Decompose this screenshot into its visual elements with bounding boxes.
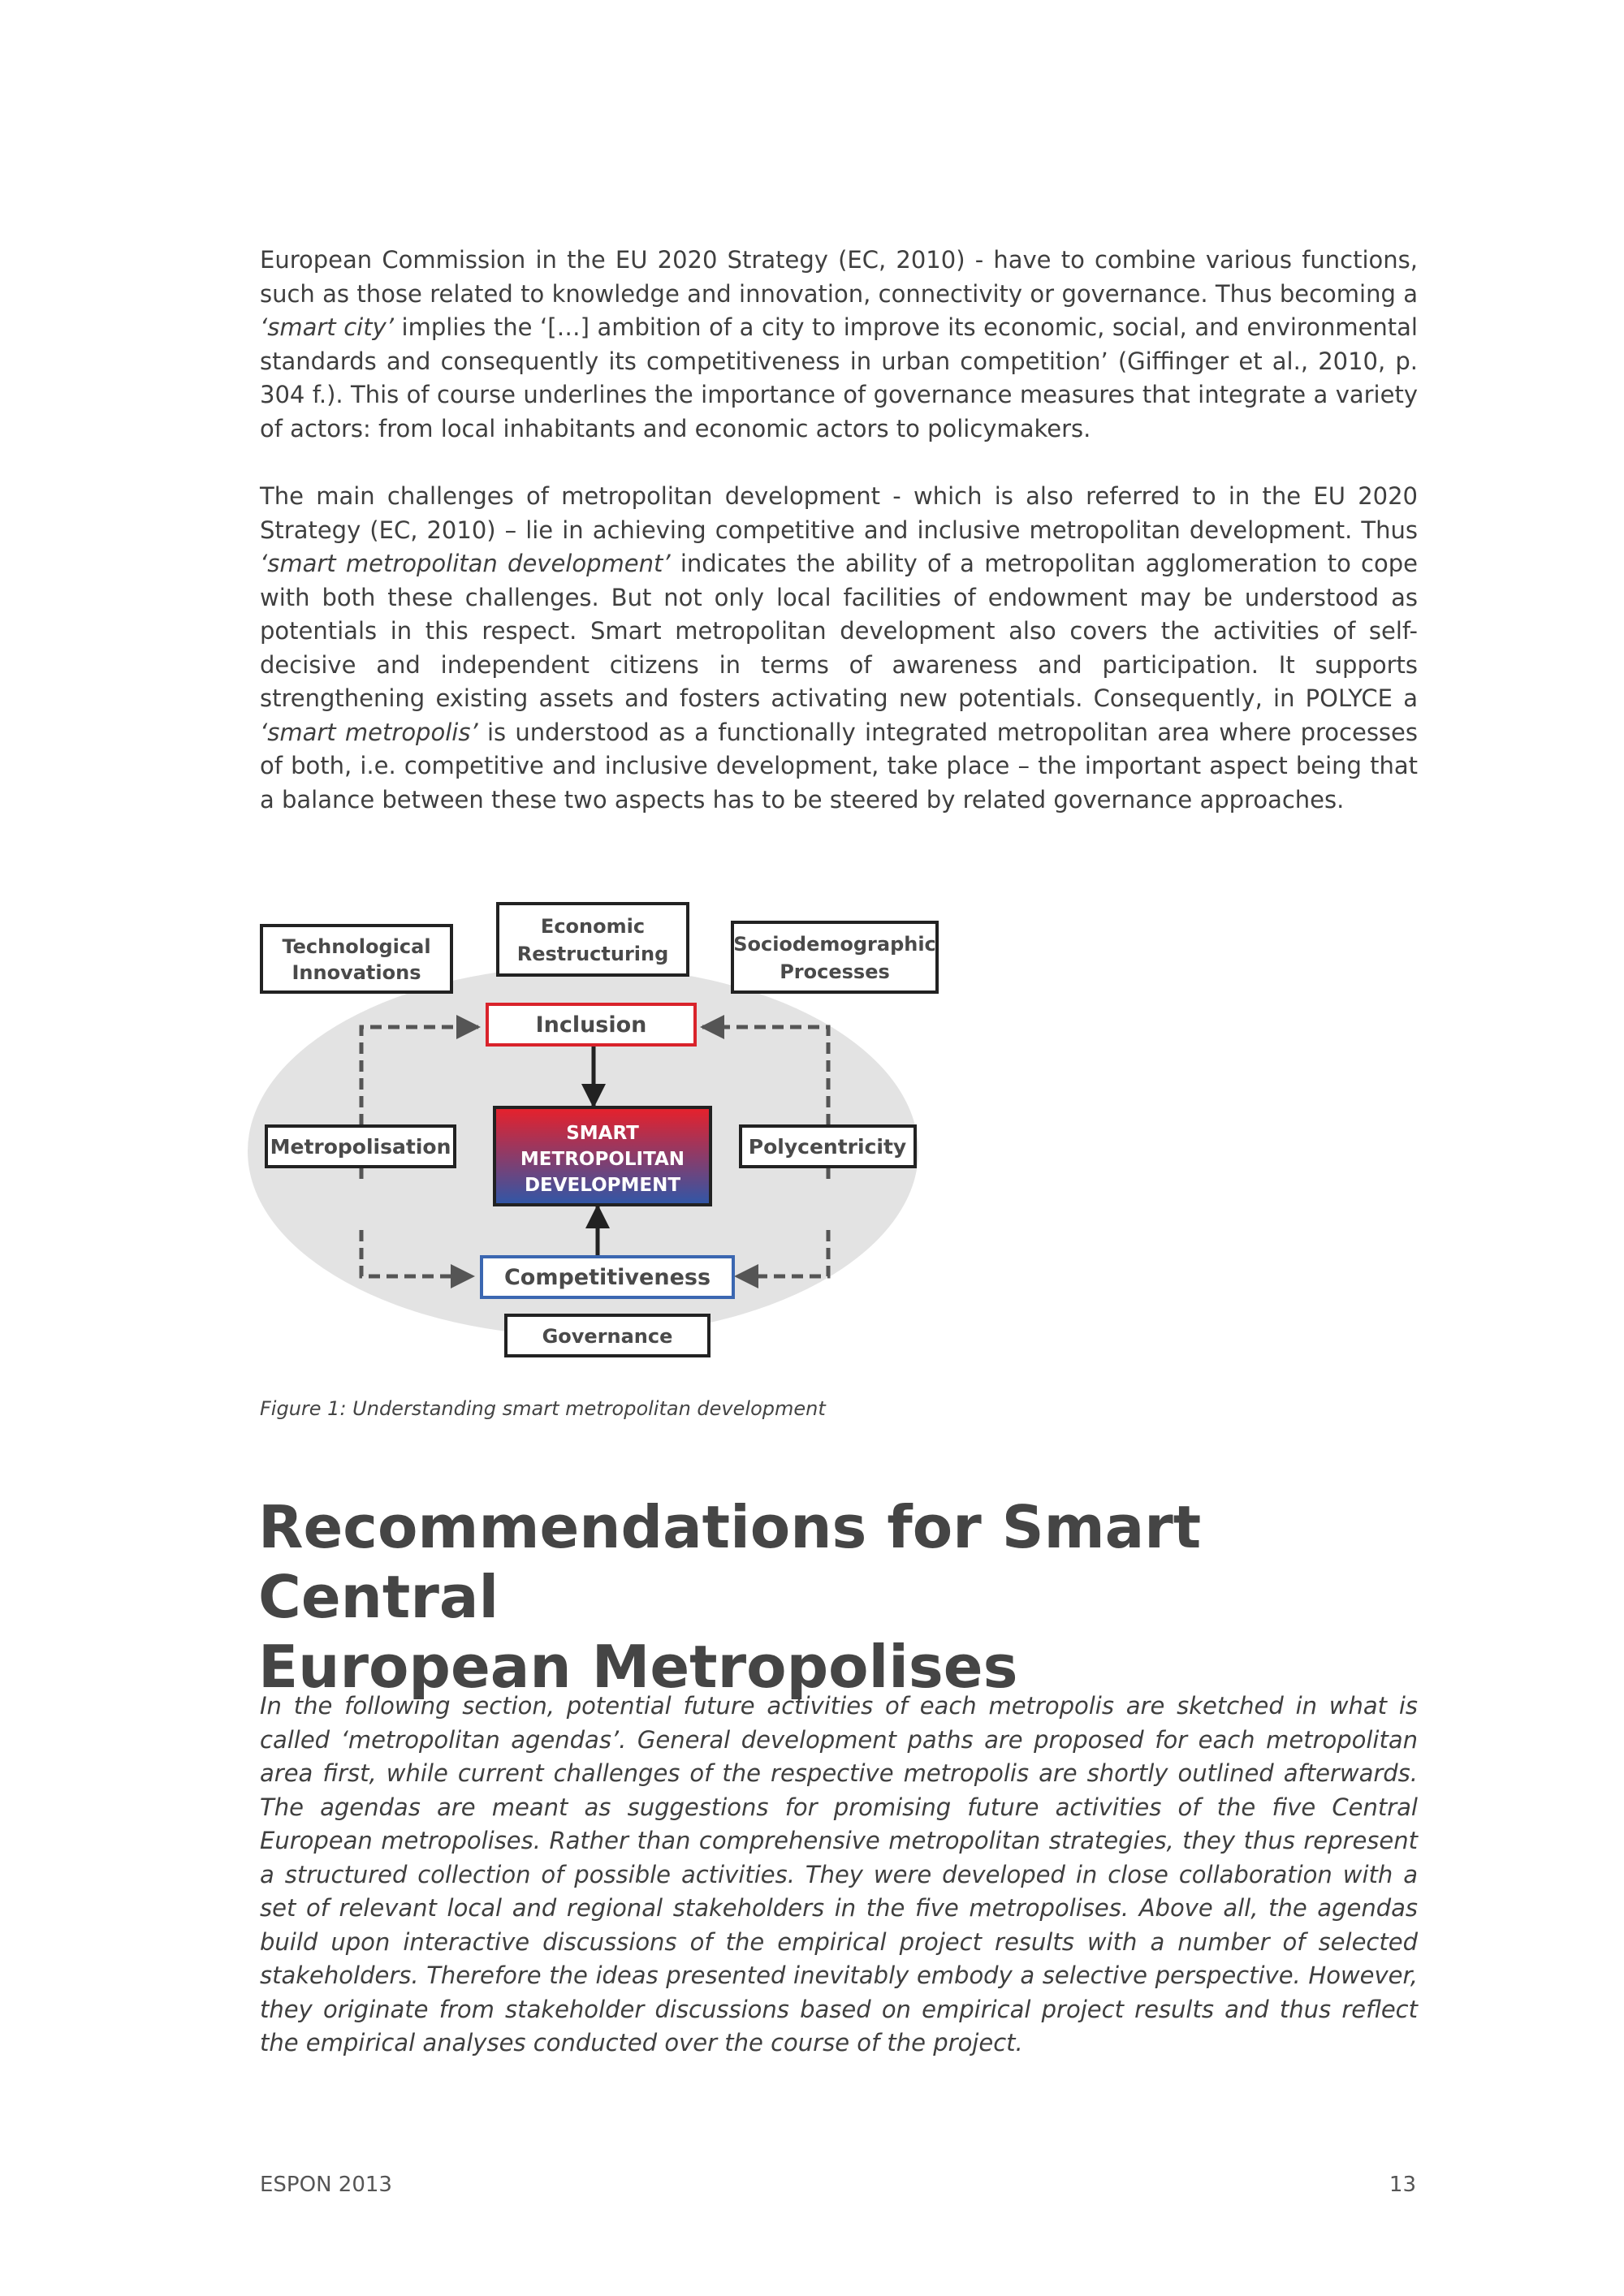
governance-label: Governance bbox=[542, 1325, 673, 1348]
technological-label-line2: Innovations bbox=[292, 961, 421, 984]
section-heading bbox=[258, 1492, 1419, 1702]
footer-publisher: ESPON 2013 bbox=[260, 2173, 392, 2197]
governance-box bbox=[506, 1315, 709, 1356]
paragraph-3: In the following section, potential future activities of each metropolis are sketched in what is called ‘metropolitan agendas’. General development paths are proposed for each metropolitan area first, while current challenges of the respective metropolis are shortly outlined afterwards. The agendas are meant as suggestions for promising future activities of the five Central European metropolises. Rather than comprehensive metropolitan strategies, they thus represent a structured collection of possible activities. They were developed in close collaboration with a set of relevant local and regional stakeholders in the five metropolises. Above all, the agendas build upon interactive discussions of the empirical project results with a number of selected stakeholders. Therefore the ideas presented inevitably embody a selective perspective. However, they originate from stakeholder discussions based on empirical project results and thus reflect the empirical analyses conducted over the course of the project. bbox=[260, 1692, 1418, 2056]
competitiveness-label: Competitiveness bbox=[503, 1265, 711, 1290]
paragraph-2: The main challenges of metropolitan development - which is also referred to in the EU 2020 Strategy (EC, 2010) – lie in achieving competitive and inclusive metropolitan development. Thus ‘smart metropolitan development’ indicates the ability of a metropolitan agglomeration to cope with both these challenges. But not only local facilities of endowment may be understood as potentials in this respect. Smart metropolitan development also covers the activities of self-decisive and independent citizens in terms of awareness and participation. It supports strengthening existing assets and fosters activating new potentials. Consequently, in POLYCE a ‘smart metropolis’ is understood as a functionally integrated metropolitan area where processes of both, i.e. competitive and inclusive development, take place – the important aspect being that a balance between these two aspects has to be steered by related governance approaches. bbox=[260, 482, 1418, 814]
inclusion-box bbox=[487, 1004, 695, 1045]
inclusion-label: Inclusion bbox=[535, 1012, 647, 1038]
metropolisation-box bbox=[266, 1126, 455, 1167]
sociodemographic-label-line1: Sociodemographic bbox=[733, 933, 936, 956]
metropolisation-label: Metropolisation bbox=[270, 1135, 451, 1159]
center-label-line3: DEVELOPMENT bbox=[524, 1175, 681, 1196]
polycentricity-box bbox=[741, 1126, 915, 1167]
center-label-line2: METROPOLITAN bbox=[520, 1149, 685, 1170]
economic-label-line1: Economic bbox=[540, 915, 646, 938]
economic-label-line2: Restructuring bbox=[516, 943, 669, 965]
figure-caption: Figure 1: Understanding smart metropolitan development bbox=[260, 1397, 826, 1420]
technological-innovations-box bbox=[261, 926, 451, 992]
technological-label-line1: Technological bbox=[282, 935, 431, 958]
paragraph-1: European Commission in the EU 2020 Strategy (EC, 2010) - have to combine various functions, such as those related to knowledge and innovation, connectivity or governance. Thus becoming a ‘smart city’ implies the ‘[…] ambition of a city to improve its economic, social, and environmental standards and consequently its competitiveness in urban competition’ (Giffinger et al., 2010, p. 304 f.). This of course underlines the importance of governance measures that integrate a variety of actors: from local inhabitants and economic actors to policymakers. bbox=[260, 246, 1418, 442]
smart-metropolitan-development-figure bbox=[248, 893, 962, 1372]
sociodemographic-processes-box bbox=[732, 922, 937, 992]
page-number: 13 bbox=[1389, 2173, 1416, 2197]
competitiveness-box bbox=[482, 1257, 733, 1297]
heading-line-1: Recommendations for Smart Central bbox=[258, 1493, 1202, 1631]
sociodemographic-label-line2: Processes bbox=[780, 960, 890, 983]
heading-line-2: European Metropolises bbox=[258, 1633, 1018, 1701]
smart-metropolitan-development-box bbox=[495, 1107, 710, 1205]
polycentricity-label: Polycentricity bbox=[748, 1135, 907, 1159]
economic-restructuring-box bbox=[498, 904, 688, 975]
center-label-line1: SMART bbox=[566, 1123, 639, 1144]
